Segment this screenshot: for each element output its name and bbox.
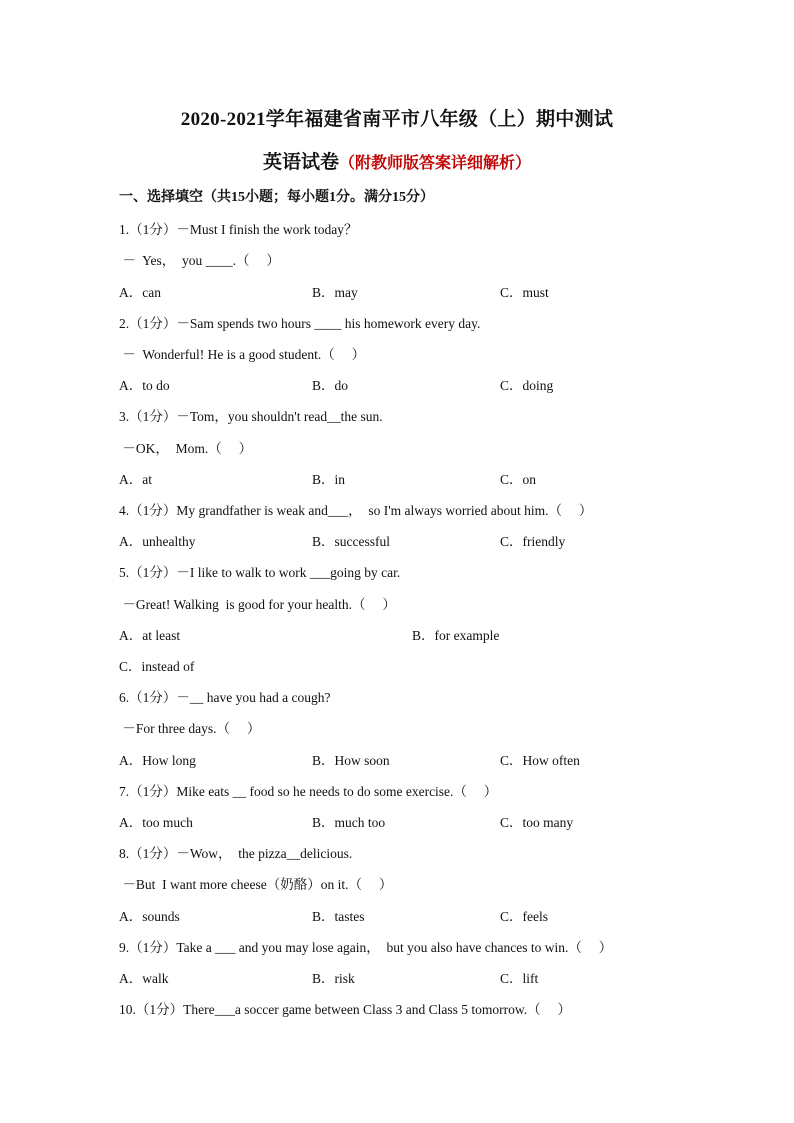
option-c: C．must — [500, 285, 549, 300]
option-b: B．How soon — [312, 753, 390, 768]
question-stem: 9.（1分）Take a ___ and you may lose again， but you also have chances to win.（ ） — [119, 940, 613, 955]
question-stem: 3.（1分）－Tom，you shouldn't read__the sun. — [119, 409, 383, 424]
option-c: C．too many — [500, 815, 574, 830]
option-b: B．may — [312, 285, 358, 300]
option-a: A．unhealthy — [119, 534, 196, 549]
question-dialogue: －Great! Walking is good for your health.（ ） — [119, 597, 396, 612]
question-dialogue: － Yes， you ____.（ ） — [119, 253, 280, 268]
option-a: A．How long — [119, 753, 196, 768]
option-c: C．lift — [500, 971, 539, 986]
option-b: B．risk — [312, 971, 355, 986]
option-a: A．too much — [119, 815, 193, 830]
option-c: C．instead of — [119, 659, 195, 674]
option-a: A．sounds — [119, 909, 180, 924]
option-b: B．much too — [312, 815, 386, 830]
question-stem: 2.（1分）－Sam spends two hours ____ his homework every day. — [119, 316, 481, 331]
question-dialogue: －For three days.（ ） — [119, 721, 261, 736]
question-stem: 5.（1分）－I like to walk to work ___going by car. — [119, 565, 401, 580]
question-dialogue: － Wonderful! He is a good student.（ ） — [119, 347, 366, 362]
option-a: A．to do — [119, 378, 170, 393]
option-c: C．How often — [500, 753, 580, 768]
question-stem: 7.（1分）Mike eats __ food so he needs to do some exercise.（ ） — [119, 784, 498, 799]
option-b: B．do — [312, 378, 349, 393]
question-dialogue: －OK， Mom.（ ） — [119, 441, 253, 456]
option-a: A．walk — [119, 971, 169, 986]
option-a: A．can — [119, 285, 161, 300]
option-a: A．at least — [119, 628, 181, 643]
section-heading: 一、选择填空（共15小题；每小题1分。满分15分） — [119, 190, 434, 205]
exam-title: 2020-2021学年福建省南平市八年级（上）期中测试 — [180, 109, 614, 130]
question-stem: 4.（1分）My grandfather is weak and___， so I'm always worried about him.（ ） — [119, 503, 593, 518]
subject-label: 英语试卷 — [262, 152, 339, 173]
question-stem: 10.（1分）There___a soccer game between Class 3 and Class 5 tomorrow.（ ） — [119, 1002, 572, 1017]
option-c: C．feels — [500, 909, 548, 924]
exam-subtitle — [0, 147, 794, 174]
question-stem: 6.（1分）－__ have you had a cough? — [119, 690, 331, 705]
option-c: C．on — [500, 472, 537, 487]
question-stem: 8.（1分）－Wow， the pizza__delicious. — [119, 846, 353, 861]
answer-note: （附教师版答案详细解析） — [339, 155, 532, 172]
option-b: B．tastes — [312, 909, 365, 924]
option-a: A．at — [119, 472, 152, 487]
question-dialogue: －But I want more cheese（奶酪）on it.（ ） — [119, 877, 393, 892]
option-c: C．doing — [500, 378, 554, 393]
option-b: B．for example — [412, 628, 500, 643]
option-c: C．friendly — [500, 534, 566, 549]
option-b: B．in — [312, 472, 346, 487]
question-stem: 1.（1分）－Must I finish the work today？ — [119, 222, 358, 237]
option-b: B．successful — [312, 534, 390, 549]
